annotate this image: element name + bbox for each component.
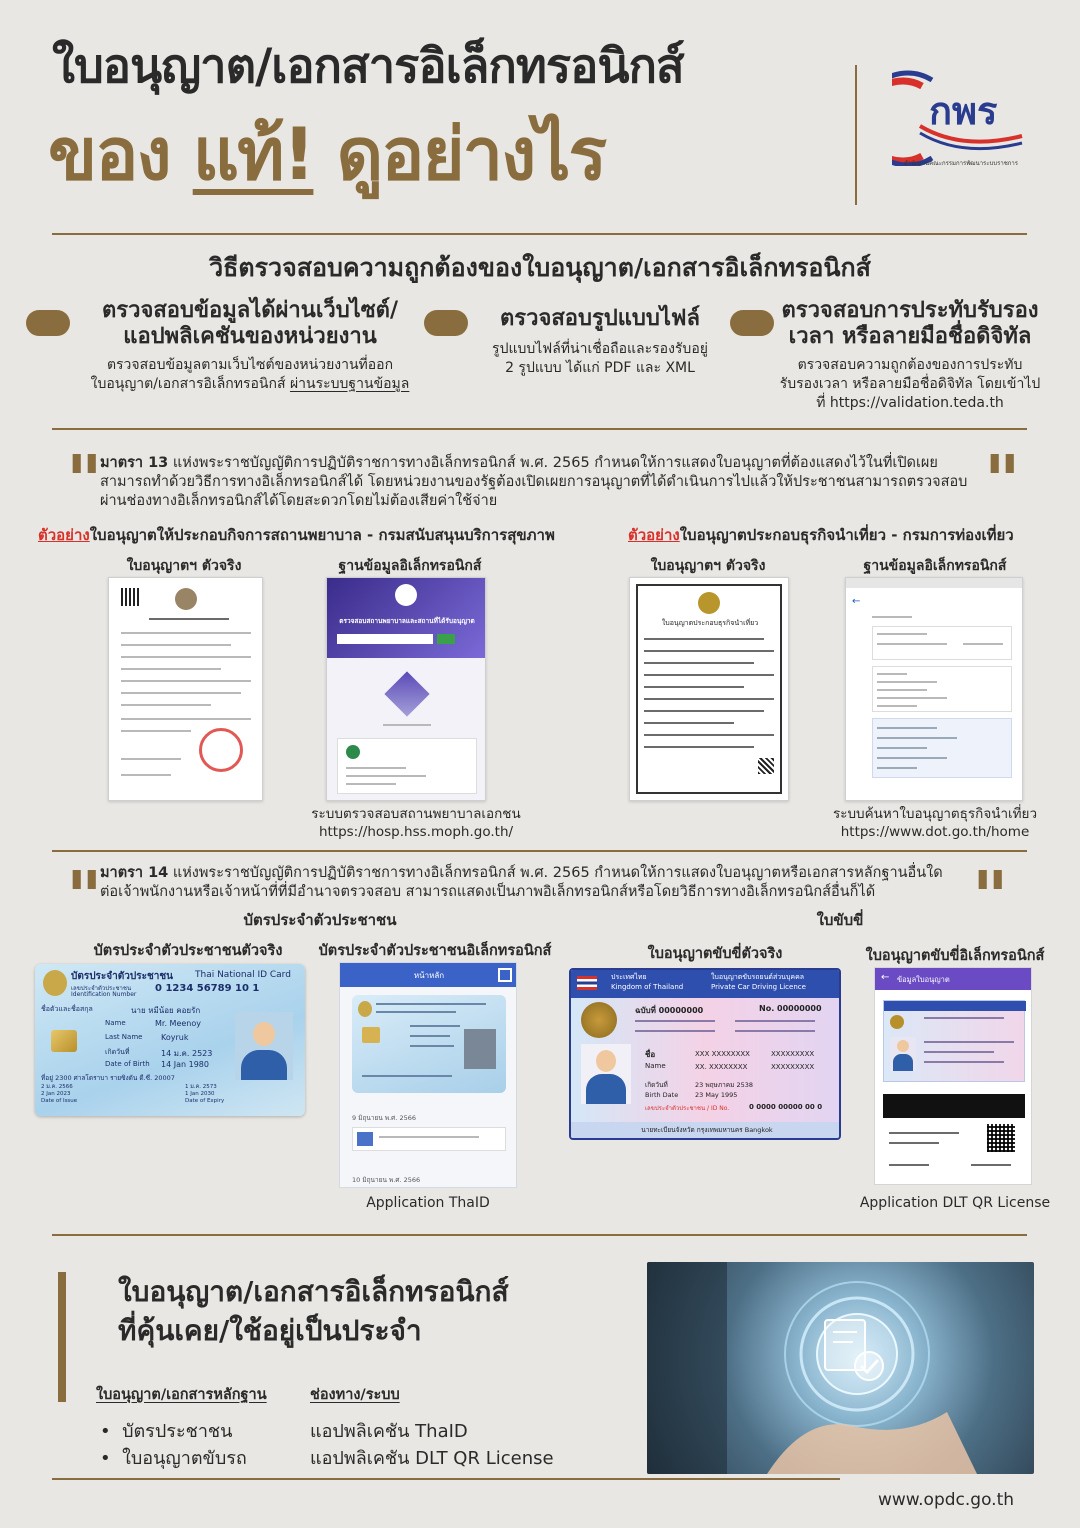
example-2-heading xyxy=(628,523,1014,547)
example-1-col1-label: ใบอนุญาตฯ ตัวจริง xyxy=(126,558,242,574)
thai-flag-icon xyxy=(577,976,597,990)
divider-methods xyxy=(52,428,1027,430)
quote-1-section: มาตรา 13 xyxy=(100,455,169,471)
quote-1-text xyxy=(100,454,980,511)
licence-emblem xyxy=(581,1002,617,1038)
title-word-highlight: แท้! xyxy=(192,112,314,196)
licence-name-3: XX. XXXXXXXX xyxy=(695,1063,748,1071)
title-word-pre: ของ xyxy=(48,112,170,196)
example-2-caption-url[interactable]: https://www.dot.go.th/home xyxy=(840,824,1030,841)
idcard-group-label: บัตรประจำตัวประชาชน xyxy=(243,911,397,929)
table-row xyxy=(100,1443,247,1472)
example-2-caption xyxy=(820,805,1050,841)
bullet-icon: • xyxy=(100,1448,123,1469)
example-1-caption-line1: ระบบตรวจสอบสถานพยาบาลเอกชน xyxy=(311,806,521,822)
garuda-emblem-icon xyxy=(698,592,720,614)
bottom-title-line2: ที่คุ้นเคย/ใช้อยู่เป็นประจำ xyxy=(118,1314,422,1348)
card-logo xyxy=(346,745,360,759)
licence-name-1: XXX XXXXXXXX xyxy=(695,1050,750,1058)
example-1-caption-url[interactable]: https://hosp.hss.moph.go.th/ xyxy=(318,824,514,841)
licence-no-th: ฉบับที่ 00000000 xyxy=(635,1006,704,1015)
result-card-2 xyxy=(872,666,1012,712)
browser-bar xyxy=(846,578,1023,588)
example-1-col2-label: ฐานข้อมูลอิเล็กทรอนิกส์ xyxy=(338,558,482,574)
method-3-heading xyxy=(770,298,1050,351)
back-arrow-icon[interactable]: ← xyxy=(852,596,861,607)
result-card-3 xyxy=(872,718,1012,778)
logo-text: กพร xyxy=(929,89,998,133)
image-icon xyxy=(357,1132,373,1146)
qr-code-icon xyxy=(121,588,139,606)
bottom-accent-bar xyxy=(58,1272,66,1402)
table-row xyxy=(100,1416,232,1445)
quote-1-line2: สามารถทำด้วยวิธีการทางอิเล็กทรอนิกส์ได้ โดยหน่วยงานของรัฐต้องเปิดเผยการอนุญาตที่ได้ดำเนินการไปแล้วให้ประชาชนสามารถตรวจสอบ xyxy=(100,473,968,490)
bottom-title-line1: ใบอนุญาต/เอกสารอิเล็กทรอนิกส์ xyxy=(118,1275,509,1308)
card-issue-en: 2 Jan 2023 xyxy=(41,1090,71,1097)
back-arrow-icon[interactable]: ← xyxy=(881,972,890,983)
card-lastname-label: Last Name xyxy=(105,1033,143,1041)
method-1-desc xyxy=(60,356,440,394)
card-name: Mr. Meenoy xyxy=(155,1019,201,1028)
tour-database-screenshot xyxy=(845,577,1023,801)
magnetic-strip xyxy=(883,1094,1025,1118)
card-issue-th: 2 ม.ค. 2566 xyxy=(41,1084,73,1090)
dlt-app-header xyxy=(875,968,1032,990)
card-name-th: นาย หมีน้อย คอยรัก xyxy=(131,1006,201,1015)
card-dob: 14 Jan 1980 xyxy=(161,1060,209,1069)
card-issue-label: Date of Issue xyxy=(41,1097,78,1104)
logo-subtitle: สำนักงานคณะกรรมการพัฒนาระบบราชการ xyxy=(903,160,1019,167)
method-2-desc-line1: รูปแบบไฟล์ที่น่าเชื่อถือและรองรับอยู่ xyxy=(492,341,708,357)
table-row-doc: บัตรประชาชน xyxy=(122,1421,233,1442)
licence-dob-th: 23 พฤษภาคม 2538 xyxy=(695,1081,754,1089)
bottom-title xyxy=(118,1272,509,1350)
method-bullet-3 xyxy=(730,310,774,336)
quote-open-icon: " xyxy=(66,855,103,938)
app-list-item[interactable] xyxy=(352,1127,506,1151)
licence-no-en: No. 00000000 xyxy=(759,1004,822,1013)
licence-header xyxy=(571,970,841,998)
licence-id: 0 0000 00000 00 0 xyxy=(749,1103,823,1111)
licence-kingdom-en: Kingdom of Thailand xyxy=(611,983,684,991)
quote-2-section: มาตรา 14 xyxy=(100,865,169,881)
person-avatar-icon xyxy=(464,1029,496,1069)
quote-2-text xyxy=(100,864,980,902)
card-expiry xyxy=(185,1084,224,1105)
person-avatar-icon xyxy=(235,1012,293,1080)
idcard-col2-label: บัตรประจำตัวประชาชนอิเล็กทรอนิกส์ xyxy=(318,943,552,959)
app-date-2: 10 มิถุนายน พ.ศ. 2566 xyxy=(352,1176,421,1184)
method-3-desc-line3: ที่ https://validation.teda.th xyxy=(816,394,1004,411)
quote-2-line2: ต่อเจ้าพนักงานหรือเจ้าหน้าที่ที่มีอำนาจตรวจสอบ สามารถแสดงเป็นภาพอิเล็กทรอนิกส์หรือโดยวิธีการทางอิเล็กทรอนิกส์อื่นก็ได้ xyxy=(100,883,876,900)
table-row-channel: แอปพลิเคชัน ThaID xyxy=(310,1421,468,1442)
method-1-desc-line1: ตรวจสอบข้อมูลตามเว็บไซต์ของหน่วยงานที่ออก xyxy=(106,357,394,373)
qr-code-icon xyxy=(758,758,774,774)
garuda-emblem-icon xyxy=(175,588,197,610)
card-dob-label: Date of Birth xyxy=(105,1060,150,1068)
licence-footer: นายทะเบียนจังหวัด กรุงเทพมหานคร Bangkok xyxy=(641,1126,773,1134)
screen-banner xyxy=(327,578,486,658)
licence-type-en: Private Car Driving Licence xyxy=(711,983,806,991)
app-header-title: หน้าหลัก xyxy=(413,971,445,980)
table-header-doc: ใบอนุญาต/เอกสารหลักฐาน xyxy=(96,1387,267,1403)
person-avatar-icon xyxy=(581,1044,631,1104)
example-2-caption-line1: ระบบค้นหาใบอนุญาตธุรกิจนำเที่ยว xyxy=(832,806,1038,822)
example-2-text: ใบอนุญาตประกอบธุรกิจนำเที่ยว - กรมการท่องเที่ยว xyxy=(679,526,1014,544)
licence-type-th: ใบอนุญาตขับรถยนต์ส่วนบุคคล xyxy=(711,973,805,981)
divider-bottom xyxy=(52,1234,1027,1236)
card-title-th: บัตรประจำตัวประชาชน xyxy=(71,971,174,982)
garuda-emblem-icon xyxy=(358,1001,372,1017)
licence-name-4: XXXXXXXXX xyxy=(771,1063,815,1071)
method-3-heading-line2: เวลา หรือลายมือชื่อดิจิทัล xyxy=(788,324,1032,350)
dlt-app-title: ข้อมูลใบอนุญาต xyxy=(897,975,950,984)
example-2-col1-label: ใบอนุญาตฯ ตัวจริง xyxy=(650,558,766,574)
dlt-app-screenshot xyxy=(874,967,1032,1185)
table-row-channel: แอปพลิเคชัน DLT QR License xyxy=(310,1448,554,1469)
method-2-heading: ตรวจสอบรูปแบบไฟล์ xyxy=(500,306,700,331)
card-lastname: Koyruk xyxy=(161,1033,189,1042)
physical-id-card xyxy=(35,964,305,1116)
method-1-heading-line2: แอปพลิเคชันของหน่วยงาน xyxy=(123,324,377,350)
person-avatar-icon xyxy=(890,1037,916,1071)
method-3-desc-line2: รับรองเวลา หรือลายมือชื่อดิจิทัล โดยเข้าไป xyxy=(779,375,1041,392)
footer-url[interactable]: www.opdc.go.th xyxy=(878,1490,1015,1510)
divider-footer xyxy=(52,1478,840,1480)
card-chip xyxy=(362,1027,380,1043)
bullet-icon: • xyxy=(100,1421,123,1442)
method-3-desc xyxy=(770,356,1050,413)
method-1-desc-underline: ผ่านระบบฐานข้อมูล xyxy=(289,375,410,392)
quote-1-line1: แห่งพระราชบัญญัติการปฏิบัติราชการทางอิเล็กทรอนิกส์ พ.ศ. 2565 กำหนดให้การแสดงใบอนุญาตที่ต้องแสดงไว้ในที่เปิดเผย xyxy=(168,455,938,471)
divider-examples xyxy=(52,850,1027,852)
digital-driving-licence xyxy=(883,1000,1025,1082)
qr-scan-icon[interactable] xyxy=(498,968,512,982)
info-card xyxy=(337,738,477,794)
tour-licence-title: ใบอนุญาตประกอบธุรกิจนำเที่ยว xyxy=(661,619,759,627)
licence-kingdom-th: ประเทศไทย xyxy=(611,973,647,981)
hospital-database-screenshot xyxy=(326,577,486,801)
card-expiry-th: 1 ม.ค. 2573 xyxy=(185,1084,217,1090)
garuda-emblem-icon xyxy=(43,970,67,996)
licence-dob-en: 23 May 1995 xyxy=(695,1091,738,1099)
card-issue xyxy=(41,1084,77,1105)
method-2-desc xyxy=(450,340,750,378)
example-1-caption xyxy=(296,805,536,841)
app-header-bar xyxy=(340,963,517,987)
method-3-desc-line1: ตรวจสอบความถูกต้องของการประทับ xyxy=(797,357,1023,373)
licence-footer-bar xyxy=(571,1122,841,1140)
divider-top xyxy=(52,233,1027,235)
department-logo xyxy=(395,584,417,606)
licence-dob-en-label: Birth Date xyxy=(645,1091,679,1099)
example-1-heading xyxy=(38,523,555,547)
quote-close-icon: " xyxy=(972,855,1009,938)
thaid-app-screenshot xyxy=(339,962,517,1188)
quote-open-icon: " xyxy=(66,439,103,522)
quote-close-icon: " xyxy=(984,439,1021,522)
card-expiry-label: Date of Expiry xyxy=(185,1097,225,1104)
card-address: ที่อยู่ 2300 ศาลโดราบา รายซิงตัน ดี.ซี. 20007 xyxy=(41,1074,175,1082)
search-button[interactable] xyxy=(437,634,455,644)
example-2-red-label: ตัวอย่าง xyxy=(628,526,680,544)
example-1-text: ใบอนุญาตให้ประกอบกิจการสถานพยาบาล - กรมสนับสนุนบริการสุขภาพ xyxy=(89,526,555,544)
method-2-desc-line2: 2 รูปแบบ ได้แก่ PDF และ XML xyxy=(505,359,695,376)
card-name-label: Name xyxy=(105,1019,126,1027)
quote-1-line3: ผ่านช่องทางอิเล็กทรอนิกส์ได้โดยสะดวกโดยไม่ต้องเสียค่าใช้จ่าย xyxy=(100,492,498,509)
card-dob-th: 14 ม.ค. 2523 xyxy=(161,1049,213,1058)
method-3-heading-line1: ตรวจสอบการประทับรับรอง xyxy=(781,298,1039,323)
hospital-licence-image xyxy=(108,577,263,801)
quote-2-line1: แห่งพระราชบัญญัติการปฏิบัติราชการทางอิเล็กทรอนิกส์ พ.ศ. 2565 กำหนดให้การแสดงใบอนุญาตหรือเอกสารหลักฐานอื่นใด xyxy=(168,865,943,881)
screen-title: ตรวจสอบสถานพยาบาลและสถานที่ได้รับอนุญาต xyxy=(339,617,475,625)
page-title-line1: ใบอนุญาต/เอกสารอิเล็กทรอนิกส์ xyxy=(52,39,684,94)
card-number: 0 1234 56789 10 1 xyxy=(155,983,260,994)
card-chip xyxy=(51,1030,77,1052)
card-dob-th-label: เกิดวันที่ xyxy=(105,1048,130,1056)
physical-driving-licence xyxy=(569,968,841,1140)
licence-id-label: เลขประจำตัวประชาชน / ID No. xyxy=(645,1105,730,1112)
license-col2-label: ใบอนุญาตขับขี่อิเล็กทรอนิกส์ xyxy=(865,948,1045,964)
hand-checkmark-icon xyxy=(647,1262,1034,1474)
licence-name-2: XXXXXXXXX xyxy=(771,1050,815,1058)
card-number-label: เลขประจำตัวประชาชน xyxy=(71,985,132,992)
method-1-heading xyxy=(60,298,440,351)
card-title-en: Thai National ID Card xyxy=(195,970,291,980)
license-group-label: ใบขับขี่ xyxy=(816,911,864,929)
idcard-col1-label: บัตรประจำตัวประชาชนตัวจริง xyxy=(93,943,283,959)
licence-dob-label: เกิดวันที่ xyxy=(645,1081,668,1089)
card-expiry-en: 1 Jan 2030 xyxy=(185,1090,215,1097)
result-card-1 xyxy=(872,626,1012,660)
qr-code-icon[interactable] xyxy=(987,1124,1015,1152)
search-input[interactable] xyxy=(337,634,433,644)
tour-licence-image xyxy=(629,577,789,801)
table-row-doc: ใบอนุญาตขับรถ xyxy=(122,1448,247,1469)
thaid-caption: Application ThaID xyxy=(366,1195,490,1211)
title-word-post: ดูอย่างไร xyxy=(336,112,606,196)
app-date-1: 9 มิถุนายน พ.ศ. 2566 xyxy=(352,1114,416,1122)
example-2-col2-label: ฐานข้อมูลอิเล็กทรอนิกส์ xyxy=(863,558,1007,574)
method-1-desc-line2: ใบอนุญาต/เอกสารอิเล็กทรอนิกส์ xyxy=(90,375,290,392)
card-number-label-en: Identification Number xyxy=(71,991,137,998)
title-divider xyxy=(855,65,857,205)
building-icon xyxy=(384,671,429,716)
licence-name-label: ชื่อ xyxy=(645,1050,656,1059)
table-header-channel: ช่องทาง/ระบบ xyxy=(310,1387,400,1403)
licence-name-en-label: Name xyxy=(645,1062,666,1070)
license-col1-label: ใบอนุญาตขับขี่ตัวจริง xyxy=(647,946,783,962)
card-name-th-label: ชื่อตัวและชื่อสกุล xyxy=(41,1005,93,1013)
page-title-line2 xyxy=(48,112,606,196)
dlt-caption: Application DLT QR License xyxy=(859,1195,1051,1211)
digital-id-card xyxy=(352,995,506,1093)
example-1-red-label: ตัวอย่าง xyxy=(38,526,90,544)
section-subtitle: วิธีตรวจสอบความถูกต้องของใบอนุญาต/เอกสารอิเล็กทรอนิกส์ xyxy=(209,253,871,282)
method-1-heading-line1: ตรวจสอบข้อมูลได้ผ่านเว็บไซต์/ xyxy=(102,298,398,323)
official-seal xyxy=(199,728,243,772)
